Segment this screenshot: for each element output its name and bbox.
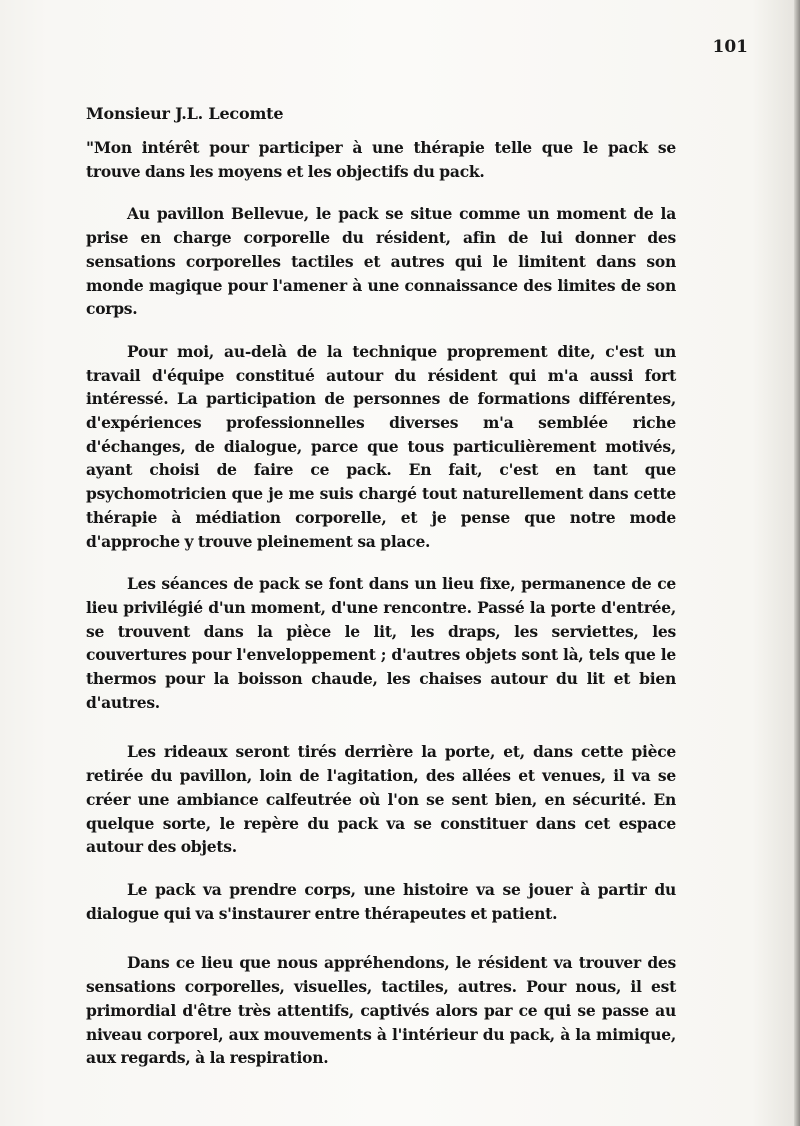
paragraph-6: Le pack va prendre corps, une histoire va se jouer à partir du dialogue qui va s'instaurer entre thérapeutes et patient. xyxy=(86,879,676,923)
page-number: 101 xyxy=(712,37,748,57)
page-edge-shadow xyxy=(794,0,800,1126)
paragraph-7: Dans ce lieu que nous appréhendons, le résident va trouver des sensations corporelles, visuelles, tactiles, autres. Pour nous, il est primordial d'être très attentifs, captivés alors par ce qui se passe au niveau corporel, aux mouvements à l'intérieur du pack, à la mimique, aux regards, à la respiration. xyxy=(86,953,676,1068)
page-body xyxy=(86,102,676,1070)
paragraph-2: Au pavillon Bellevue, le pack se situe comme un moment de la prise en charge corporelle du résident, afin de lui donner des sensations corporelles tactiles et autres qui le limitent dans son monde magique pour l'amener à une connaissance des limites de son corps. xyxy=(86,204,676,319)
paragraph-5: Les rideaux seront tirés derrière la porte, et, dans cette pièce retirée du pavillon, loin de l'agitation, des allées et venues, il va se créer une ambiance calfeutrée où l'on se sent bien, en sécurité. En quelque sorte, le repère du pack va se constituer dans cet espace autour des objets. xyxy=(86,742,676,857)
paragraph-4: Les séances de pack se font dans un lieu fixe, permanence de ce lieu privilégié d'un moment, d'une rencontre. Passé la porte d'entrée, se trouvent dans la pièce le lit, les draps, les serviettes, les couvertures pour l'enveloppement ; d'autres objets sont là, tels que le thermos pour la boisson chaude, les chaises autour du lit et bien d'autres. xyxy=(86,574,676,712)
section-author-heading: Monsieur J.L. Lecomte xyxy=(86,104,284,123)
paragraph-1: "Mon intérêt pour participer à une thérapie telle que le pack se trouve dans les moyens et les objectifs du pack. xyxy=(86,138,676,181)
paragraph-3: Pour moi, au-delà de la technique proprement dite, c'est un travail d'équipe constitué autour du résident qui m'a aussi fort intéressé. La participation de personnes de formations différentes, d'expériences professionnelles diverses m'a semblée riche d'échanges, de dialogue, parce que tous particulièrement motivés, ayant choisi de faire ce pack. En fait, c'est en tant que psychomotricien que je me suis chargé tout naturellement dans cette thérapie à médiation corporelle, et je pense que notre mode d'approche y trouve pleinement sa place. xyxy=(86,341,676,551)
